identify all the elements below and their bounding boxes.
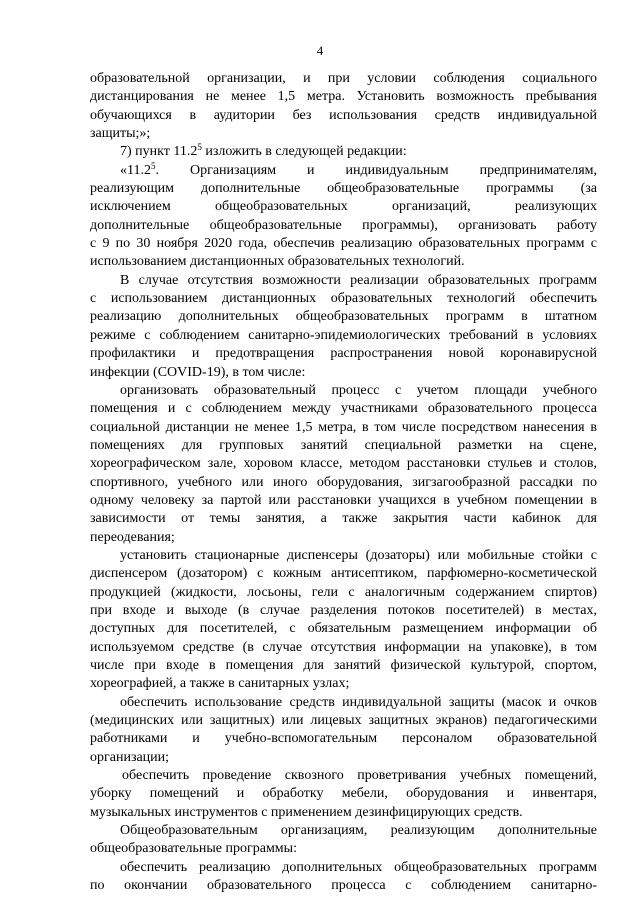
text-line: Общеобразовательным организациям, реализующим дополнительные: [120, 823, 597, 839]
text-line: дополнительные общеобразовательные программы), организовать работу: [90, 217, 597, 233]
text-line: обучающихся в аудитории без использования средств индивидуальной: [90, 107, 597, 123]
text-line: режиме с соблюдением санитарно-эпидемиологических требований в условиях: [90, 327, 597, 343]
text-line: уборку помещений и обработку мебели, оборудования и инвентаря,: [90, 786, 597, 802]
text-line: работниками и учебно-вспомогательным персоналом образовательной: [90, 731, 597, 747]
text-line: помещения и с соблюдением между участниками образовательного процесса: [90, 401, 597, 417]
text-line: спортивного, учебного или иного оборудования, зигзагообразной рассадки по: [90, 474, 597, 490]
text-line: организации;: [90, 749, 170, 765]
superscript: 5: [197, 142, 202, 153]
text-line: обеспечить проведение сквозного проветривания учебных помещений,: [122, 768, 597, 784]
text-line: дистанцирования не менее 1,5 метра. Установить возможность пребывания: [90, 89, 597, 105]
text-line: одному человеку за партой или расстановки учащихся в учебном помещении в: [90, 492, 597, 508]
text-line: хореографическом зале, хоровом классе, методом расстановки стульев и столов,: [90, 456, 597, 472]
text-line: используемом средстве (в случае отсутствия информации на упаковке), в том: [90, 639, 597, 655]
text-line: В случае отсутствия возможности реализации образовательных программ: [120, 272, 597, 288]
text-line: зависимости от темы занятия, а также закрытия части кабинок для: [90, 511, 597, 527]
item-text: изложить в следующей редакции:: [201, 144, 407, 160]
text-line: переодевания;: [90, 529, 175, 545]
text-line: обеспечить использование средств индивидуальной защиты (масок и очков: [120, 694, 597, 710]
document-body: [90, 70, 597, 895]
text-line: числе при входе в помещения для занятий физической культурой, спортом,: [90, 658, 597, 673]
text-line: с 9 по 30 ноября 2020 года, обеспечив реализацию образовательных программ с: [90, 236, 597, 252]
text-line: реализацию дополнительных общеобразовательных программ в штатном: [90, 309, 597, 325]
text-line: доступных для посетителей, с обязательным размещением информации об: [90, 621, 597, 637]
text-line: инфекции (COVID-19), в том числе:: [90, 364, 306, 380]
text-line: музыкальных инструментов с применением дезинфицирующих средств.: [90, 804, 523, 820]
item-number: «11.2: [120, 162, 151, 178]
item-number: 7) пункт 11.2: [120, 144, 198, 160]
text-line: реализующим дополнительные общеобразовательные программы (за: [90, 181, 597, 197]
text-line: профилактики и предотвращения распространения новой коронавирусной: [90, 346, 597, 362]
text-line: организовать образовательный процесс с учетом площади учебного: [120, 382, 597, 398]
text-line: (медицинских или защитных) или лицевых защитных экранов) педагогическими: [90, 713, 597, 729]
text-line: продукцией (жидкости, лосьоны, гели с аналогичным содержанием спиртов): [90, 584, 597, 600]
text-line: [90, 162, 597, 180]
text-line: исключением общеобразовательных организаций, реализующих: [90, 199, 597, 215]
page-number: 4: [316, 43, 324, 58]
text-line: помещениях для групповых занятий специальной разметки на сцене,: [90, 437, 597, 453]
item-text: . Организациям и индивидуальным предпринимателям,: [155, 162, 597, 178]
text-line: общеобразовательные программы:: [90, 841, 297, 857]
text-line: по окончании образовательного процесса с соблюдением санитарно-: [90, 878, 597, 894]
text-line: установить стационарные диспенсеры (дозаторы) или мобильные стойки с: [120, 547, 597, 563]
superscript: 5: [150, 160, 156, 171]
text-line: с использованием дистанционных образовательных технологий обеспечить: [90, 291, 597, 307]
text-line: защиты;»;: [90, 126, 151, 142]
text-line: хореографией, а также в санитарных узлах;: [90, 676, 350, 692]
text-line: социальной дистанции не менее 1,5 метра, в том числе посредством нанесения в: [90, 419, 597, 435]
text-line: при входе и выходе (в случае разделения потоков посетителей) в местах,: [90, 602, 597, 618]
text-line: образовательной организации, и при условии соблюдения социального: [90, 71, 597, 86]
text-line: [90, 143, 597, 161]
text-line: обеспечить реализацию дополнительных общеобразовательных программ: [120, 859, 597, 875]
text-line: использованием дистанционных образовательных технологий.: [90, 254, 465, 270]
text-line: диспенсером (дозатором) с кожным антисептиком, парфюмерно-косметической: [90, 566, 597, 582]
